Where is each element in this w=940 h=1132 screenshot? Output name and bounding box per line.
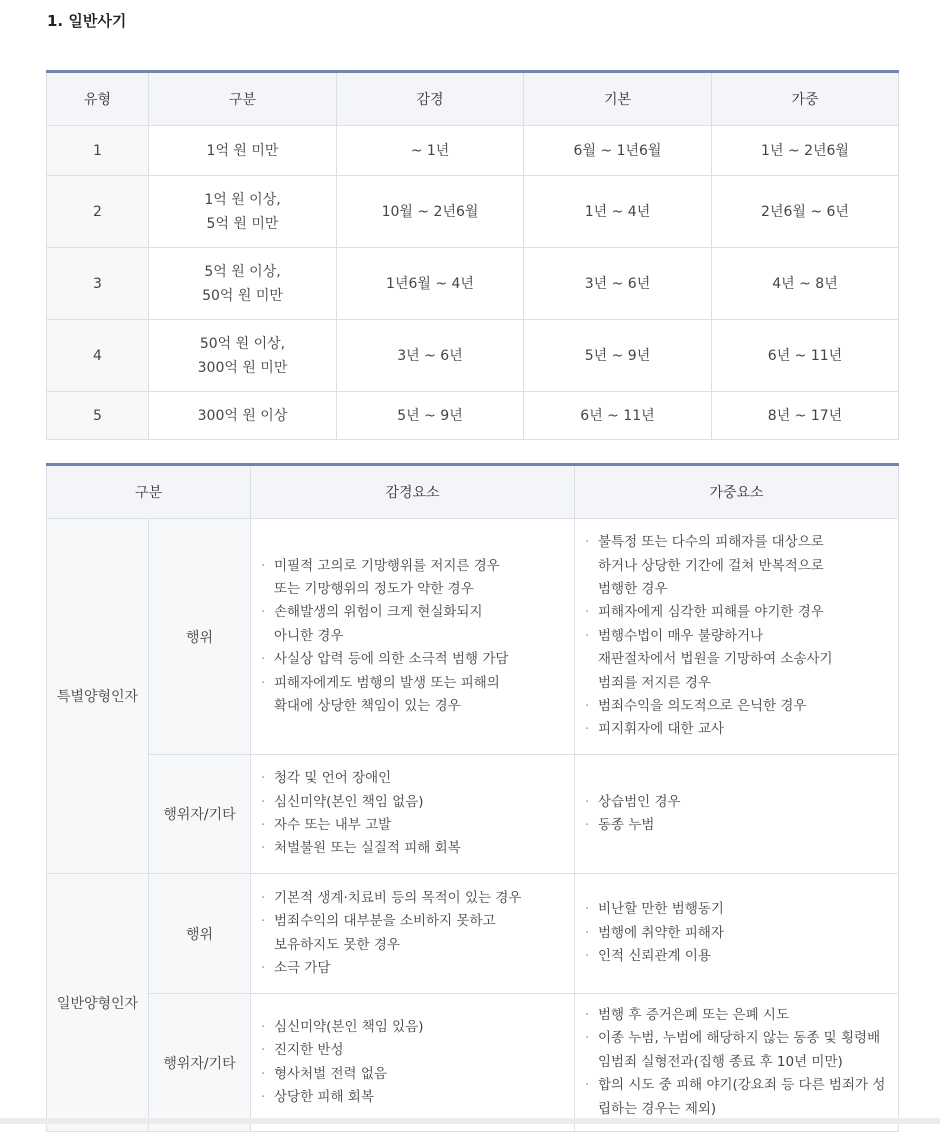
factor-list (261, 555, 574, 719)
table-row (47, 176, 899, 248)
category-general-factors: 일반양형인자 (47, 874, 149, 1132)
cell-type: 5 (47, 392, 149, 440)
cell-mitigated: 5년 ~ 9년 (337, 392, 524, 440)
cell-base: 3년 ~ 6년 (524, 248, 712, 320)
list-item: · 피지휘자에 대한 교사 (585, 718, 898, 741)
aggravating-factors-cell (575, 874, 899, 994)
aggravating-factors-cell (575, 755, 899, 874)
cell-mitigated: 3년 ~ 6년 (337, 320, 524, 392)
cell-aggravated: 1년 ~ 2년6월 (712, 126, 899, 176)
cell-type: 2 (47, 176, 149, 248)
list-item: · 불특정 또는 다수의 피해자를 대상으로 하거나 상당한 기간에 걸쳐 반복적으로 범행한 경우 (585, 531, 898, 601)
cell-category: 1억 원 미만 (149, 126, 337, 176)
category-special-factors: 특별양형인자 (47, 519, 149, 874)
cell-type: 1 (47, 126, 149, 176)
subcategory-actor-other: 행위자/기타 (149, 755, 251, 874)
factor-list (261, 1016, 574, 1110)
list-item: · 사실상 압력 등에 의한 소극적 범행 가담 (261, 648, 574, 671)
mitigating-factors-cell (251, 874, 575, 994)
mitigating-factors-cell (251, 519, 575, 755)
factor-list (585, 531, 898, 742)
header-mitigating-factors: 감경요소 (251, 465, 575, 519)
list-item: · 미필적 고의로 기망행위를 저지른 경우 또는 기망행위의 정도가 약한 경우 (261, 555, 574, 602)
subcategory-act: 행위 (149, 519, 251, 755)
aggravating-factors-cell (575, 519, 899, 755)
factor-list (585, 1004, 898, 1121)
subcategory-actor-other: 행위자/기타 (149, 994, 251, 1132)
list-item: · 손해발생의 위험이 크게 현실화되지 아니한 경우 (261, 601, 574, 648)
table-row (47, 320, 899, 392)
cell-aggravated: 2년6월 ~ 6년 (712, 176, 899, 248)
list-item: · 청각 및 언어 장애인 (261, 767, 574, 790)
cell-type: 3 (47, 248, 149, 320)
mitigating-factors-cell (251, 994, 575, 1132)
table-header-row (47, 72, 899, 126)
list-item: · 동종 누범 (585, 814, 898, 837)
header-type: 유형 (47, 72, 149, 126)
aggravating-factors-cell (575, 994, 899, 1132)
list-item: · 형사처벌 전력 없음 (261, 1063, 574, 1086)
list-item: · 비난할 만한 범행동기 (585, 898, 898, 921)
list-item: · 합의 시도 중 피해 야기(강요죄 등 다른 범죄가 성 립하는 경우는 제외) (585, 1074, 898, 1121)
list-item: · 인적 신뢰관계 이용 (585, 945, 898, 968)
cell-mitigated: 1년6월 ~ 4년 (337, 248, 524, 320)
list-item: · 심신미약(본인 책임 있음) (261, 1016, 574, 1039)
factor-list (585, 791, 898, 838)
header-mitigated: 감경 (337, 72, 524, 126)
list-item: · 상당한 피해 회복 (261, 1086, 574, 1109)
cell-category: 50억 원 이상, 300억 원 미만 (149, 320, 337, 392)
list-item: · 심신미약(본인 책임 없음) (261, 791, 574, 814)
list-item: · 소극 가담 (261, 957, 574, 980)
sentencing-range-table (46, 70, 899, 440)
header-base: 기본 (524, 72, 712, 126)
list-item: · 범행 후 증거은폐 또는 은폐 시도 (585, 1004, 898, 1027)
cell-category: 300억 원 이상 (149, 392, 337, 440)
subcategory-act: 행위 (149, 874, 251, 994)
cell-base: 6월 ~ 1년6월 (524, 126, 712, 176)
table-row (47, 994, 899, 1132)
table-header-row (47, 465, 899, 519)
list-item: · 이종 누범, 누범에 해당하지 않는 동종 및 횡령배 임범죄 실형전과(집행 종료 후 10년 미만) (585, 1027, 898, 1074)
list-item: · 범죄수익의 대부분을 소비하지 못하고 보유하지도 못한 경우 (261, 910, 574, 957)
header-aggravated: 가중 (712, 72, 899, 126)
factor-list (585, 898, 898, 968)
header-category: 구분 (149, 72, 337, 126)
cell-base: 6년 ~ 11년 (524, 392, 712, 440)
cell-category: 5억 원 이상, 50억 원 미만 (149, 248, 337, 320)
list-item: · 처벌불원 또는 실질적 피해 회복 (261, 837, 574, 860)
factor-list (261, 887, 574, 981)
cell-type: 4 (47, 320, 149, 392)
table-row (47, 519, 899, 755)
list-item: · 상습범인 경우 (585, 791, 898, 814)
mitigating-factors-cell (251, 755, 575, 874)
sentencing-factors-table (46, 463, 899, 1132)
page-bottom-divider (0, 1118, 940, 1124)
cell-mitigated: 10월 ~ 2년6월 (337, 176, 524, 248)
table-row (47, 874, 899, 994)
list-item: · 범죄수익을 의도적으로 은닉한 경우 (585, 695, 898, 718)
list-item: · 피해자에게 심각한 피해를 야기한 경우 (585, 601, 898, 624)
cell-category: 1억 원 이상, 5억 원 미만 (149, 176, 337, 248)
header-category: 구분 (47, 465, 251, 519)
table-row (47, 392, 899, 440)
cell-base: 1년 ~ 4년 (524, 176, 712, 248)
cell-aggravated: 6년 ~ 11년 (712, 320, 899, 392)
list-item: · 진지한 반성 (261, 1039, 574, 1062)
list-item: · 피해자에게도 범행의 발생 또는 피해의 확대에 상당한 책임이 있는 경우 (261, 672, 574, 719)
list-item: · 기본적 생계·치료비 등의 목적이 있는 경우 (261, 887, 574, 910)
header-aggravating-factors: 가중요소 (575, 465, 899, 519)
cell-mitigated: ~ 1년 (337, 126, 524, 176)
factor-list (261, 767, 574, 861)
list-item: · 범행수법이 매우 불량하거나 재판절차에서 법원을 기망하여 소송사기 범죄를 저지른 경우 (585, 625, 898, 695)
section-title: 1. 일반사기 (47, 12, 127, 30)
table-row (47, 248, 899, 320)
table-row (47, 126, 899, 176)
cell-aggravated: 4년 ~ 8년 (712, 248, 899, 320)
list-item: · 자수 또는 내부 고발 (261, 814, 574, 837)
list-item: · 범행에 취약한 피해자 (585, 922, 898, 945)
table-row (47, 755, 899, 874)
cell-aggravated: 8년 ~ 17년 (712, 392, 899, 440)
cell-base: 5년 ~ 9년 (524, 320, 712, 392)
